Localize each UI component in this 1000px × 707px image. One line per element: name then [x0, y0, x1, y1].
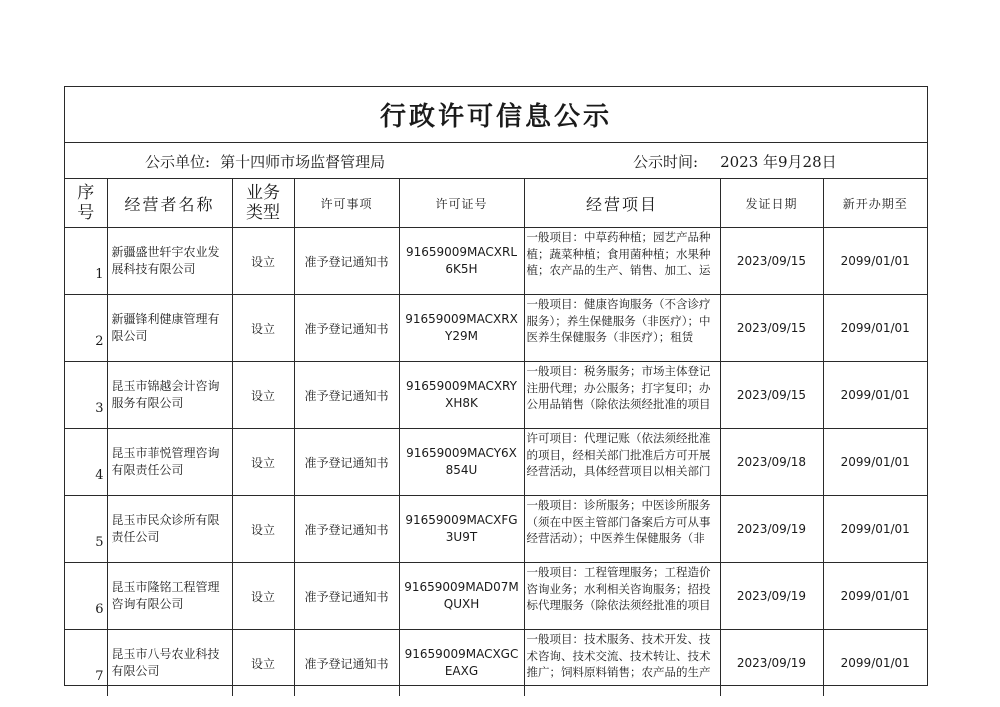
- row-expire: 2099/01/01: [823, 496, 927, 563]
- table-row: [65, 429, 927, 496]
- row-scope-cell: [524, 295, 720, 362]
- row-biz-type: 设立: [232, 228, 294, 295]
- publish-unit-label: 公示单位:: [145, 153, 211, 171]
- row-expire: 2099/01/01: [823, 563, 927, 630]
- row-permit-item: 准予登记通知书: [294, 630, 399, 697]
- publish-time-label: 公示时间:: [633, 153, 699, 171]
- header-scope: 经营项目: [524, 179, 720, 228]
- header-permit-no: 许可证号: [399, 179, 524, 228]
- row-no: 4: [65, 429, 107, 496]
- header-issue-date: 发证日期: [720, 179, 823, 228]
- row-scope: 许可项目：代理记账（依法须经批准的项目，经相关部门批准后方可开展经营活动，具体经营项目以相关部门: [526, 431, 711, 478]
- row-license-no: 91659009MACXFG3U9T: [399, 496, 524, 563]
- info-row: [65, 143, 927, 179]
- row-license-no: 91659009MAD07MQUXH: [399, 563, 524, 630]
- row-no: 2: [65, 295, 107, 362]
- header-permit-item: 许可事项: [294, 179, 399, 228]
- row-permit-item: 准予登记通知书: [294, 496, 399, 563]
- table-row: [65, 563, 927, 630]
- table-row: [65, 362, 927, 429]
- header-seq: 序号: [65, 179, 107, 228]
- row-no: 5: [65, 496, 107, 563]
- row-operator-name: 昆玉市民众诊所有限责任公司: [107, 496, 232, 563]
- row-no: 3: [65, 362, 107, 429]
- row-scope-cell: [524, 630, 720, 697]
- row-permit-item: 准予登记通知书: [294, 295, 399, 362]
- row-license-no: 91659009MACXRYXH8K: [399, 362, 524, 429]
- row-biz-type: 设立: [232, 630, 294, 697]
- row-operator-name: 昆玉市菲悦管理咨询有限责任公司: [107, 429, 232, 496]
- row-license-no: 91659009MACY6X854U: [399, 429, 524, 496]
- table-row: [65, 228, 927, 295]
- row-operator-name: 新疆锋利健康管理有限公司: [107, 295, 232, 362]
- row-scope: 一般项目：诊所服务；中医诊所服务（须在中医主管部门备案后方可从事经营活动）；中医养生保健服务（非: [526, 498, 711, 545]
- row-issue-date: 2023/09/19: [720, 563, 823, 630]
- row-scope: 一般项目：健康咨询服务（不含诊疗服务）；养生保健服务（非医疗）；中医养生保健服务（非医疗）；租赁: [526, 297, 711, 344]
- row-license-no: 91659009MACXGCEAXG: [399, 630, 524, 697]
- row-permit-item: 准予登记通知书: [294, 228, 399, 295]
- publish-time-value: 2023 年9月28日: [720, 153, 837, 171]
- publish-unit-value: 第十四师市场监督管理局: [220, 153, 386, 171]
- document-frame: [64, 86, 928, 686]
- row-scope: 一般项目：技术服务、技术开发、技术咨询、技术交流、技术转让、技术推广；饲料原料销售；农产品的生产: [526, 632, 711, 679]
- publish-unit: [145, 151, 385, 172]
- row-biz-type: 设立: [232, 295, 294, 362]
- row-scope-cell: [524, 228, 720, 295]
- row-biz-type: 设立: [232, 563, 294, 630]
- row-biz-type: 设立: [232, 496, 294, 563]
- table-header-row: [65, 179, 927, 228]
- row-expire: 2099/01/01: [823, 429, 927, 496]
- row-scope-cell: [524, 429, 720, 496]
- header-biz-type: 业务类型: [232, 179, 294, 228]
- row-permit-item: 准予登记通知书: [294, 429, 399, 496]
- row-issue-date: 2023/09/19: [720, 496, 823, 563]
- row-license-no: 91659009MACXRXY29M: [399, 295, 524, 362]
- publish-time: [633, 151, 837, 172]
- row-no: 6: [65, 563, 107, 630]
- row-operator-name: 昆玉市锦越会计咨询服务有限公司: [107, 362, 232, 429]
- license-table: [65, 179, 927, 696]
- row-license-no: 91659009MACXRL6K5H: [399, 228, 524, 295]
- row-permit-item: 准予登记通知书: [294, 563, 399, 630]
- row-operator-name: 新疆盛世轩宇农业发展科技有限公司: [107, 228, 232, 295]
- row-operator-name: 昆玉市隆铭工程管理咨询有限公司: [107, 563, 232, 630]
- header-operator: 经营者名称: [107, 179, 232, 228]
- title-row: [65, 87, 927, 143]
- row-issue-date: 2023/09/15: [720, 228, 823, 295]
- row-scope-cell: [524, 362, 720, 429]
- row-expire: 2099/01/01: [823, 630, 927, 697]
- row-issue-date: 2023/09/15: [720, 295, 823, 362]
- row-issue-date: 2023/09/19: [720, 630, 823, 697]
- page-title: 行政许可信息公示: [379, 102, 612, 132]
- table-row: [65, 496, 927, 563]
- row-scope: 一般项目：税务服务；市场主体登记注册代理；办公服务；打字复印；办公用品销售（除依法须经批准的项目: [526, 364, 711, 411]
- row-scope-cell: [524, 496, 720, 563]
- row-no: 1: [65, 228, 107, 295]
- row-no: 7: [65, 630, 107, 697]
- row-scope: 一般项目：中草药种植；园艺产品种植；蔬菜种植；食用菌种植；水果种植；农产品的生产、销售、加工、运: [526, 230, 711, 277]
- row-permit-item: 准予登记通知书: [294, 362, 399, 429]
- row-expire: 2099/01/01: [823, 228, 927, 295]
- row-biz-type: 设立: [232, 362, 294, 429]
- row-scope-cell: [524, 563, 720, 630]
- row-biz-type: 设立: [232, 429, 294, 496]
- header-expire: 新开办期至: [823, 179, 927, 228]
- table-row: [65, 630, 927, 697]
- row-issue-date: 2023/09/18: [720, 429, 823, 496]
- table-row: [65, 295, 927, 362]
- row-scope: 一般项目：工程管理服务；工程造价咨询业务；水利相关咨询服务；招投标代理服务（除依法须经批准的项目: [526, 565, 711, 612]
- row-expire: 2099/01/01: [823, 295, 927, 362]
- row-issue-date: 2023/09/15: [720, 362, 823, 429]
- row-operator-name: 昆玉市八号农业科技有限公司: [107, 630, 232, 697]
- row-expire: 2099/01/01: [823, 362, 927, 429]
